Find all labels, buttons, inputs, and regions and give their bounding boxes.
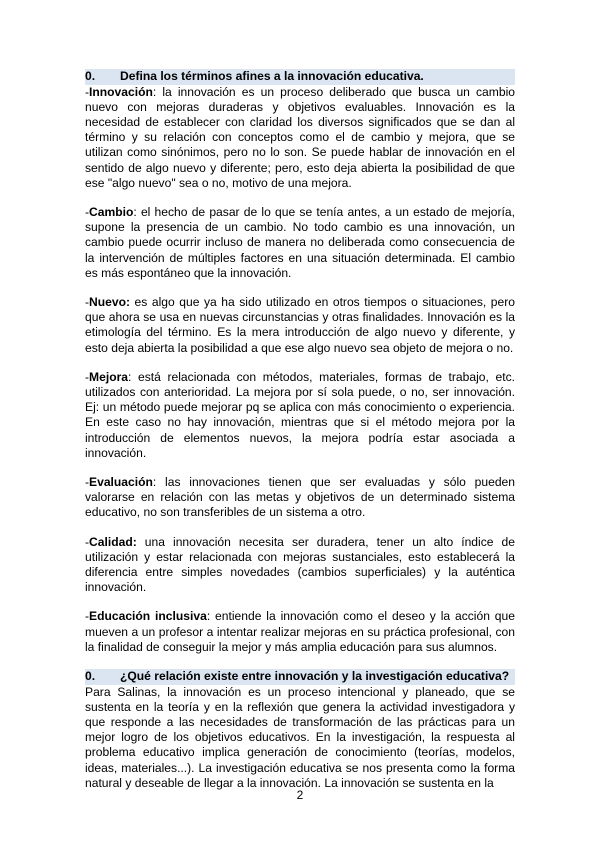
definition-term: Evaluación xyxy=(89,474,153,489)
definition-paragraph: -Educación inclusiva: entiende la innovación como el deseo y la acción que mueven a un profesor a intentar realizar mejoras en su práctica profesional, con la finalidad de conseguir la mejor y más amplia educación para sus alumnos. xyxy=(85,609,515,654)
definition-paragraph: -Evaluación: las innovaciones tienen que ser evaluadas y sólo pueden valorarse en relación con las metas y objetivos de un determinado sistema educativo, no son transferibles de un sistema a otro. xyxy=(85,474,515,520)
definition-paragraph: -Cambio: el hecho de pasar de lo que se tenía antes, a un estado de mejoría, supone la presencia de un cambio. No todo cambio es una innovación, un cambio puede ocurrir incluso de manera no deliberada como consecuencia de la intervención de múltiples factores en una situación determinada. El cambio es más espontáneo que la innovación. xyxy=(85,204,515,280)
section-number: 0. xyxy=(85,69,96,83)
section-heading-1 xyxy=(85,69,515,85)
document-page xyxy=(85,69,515,791)
definition-term: Nuevo: xyxy=(89,294,131,309)
definition-term: Calidad: xyxy=(89,534,137,549)
body-paragraph: Para Salinas, la innovación es un proceso intencional y planeado, que se sustenta en la teoría y en la reflexión que genera la actividad investigadora y que responde a las necesidades de transformación de las prácticas para un mejor logro de los objetivos educativos. En la investigación, la respuesta al problema educativo implica generación de conocimiento (teorías, modelos, ideas, materiales...). La investigación educativa se nos presenta como la forma natural y deseable de llegar a la innovación. La innovación se sustenta en la xyxy=(85,684,515,790)
definition-text: una innovación necesita ser duradera, tener un alto índice de utilización y estar relacionada con mejoras sustanciales, esto establecerá la diferencia entre simples novedades (cambios superficiales) y la auténtica innovación. xyxy=(85,534,515,595)
definition-term: Innovación xyxy=(89,84,153,99)
section-title: Defina los términos afines a la innovación educativa. xyxy=(120,69,424,83)
definition-text: : el hecho de pasar de lo que se tenía antes, a un estado de mejoría, supone la presencia de un cambio. No todo cambio es una innovación, un cambio puede ocurrir incluso de manera no deliberada como consecuencia de la intervención de múltiples factores en una situación determinada. El cambio es más espontáneo que la innovación. xyxy=(85,204,515,280)
definition-text: : la innovación es un proceso deliberado que busca un cambio nuevo con mejoras duraderas y objetivos evaluables. Innovación es la necesidad de establecer con claridad los diversos significados que se dan al término y su relación con conceptos como el de cambio y mejora, que se utilizan como sinónimos, pero no lo son. Se puede hablar de innovación en el sentido de algo nuevo y diferente; pero, esto deja abierta la posibilidad de que ese "algo nuevo" sea o no, motivo de una mejora. xyxy=(85,84,515,190)
definition-text: es algo que ya ha sido utilizado en otros tiempos o situaciones, pero que ahora se usa en nuevas circunstancias y otras finalidades. Innovación es la etimología del término. Es la mera introducción de algo nuevo y diferente, y esto deja abierta la posibilidad a que ese algo nuevo sea objeto de mejora o no. xyxy=(85,294,515,355)
definition-paragraph: -Mejora: está relacionada con métodos, materiales, formas de trabajo, etc. utilizados con anterioridad. La mejora por sí sola puede, o no, ser innovación. Ej: un método puede mejorar pq se aplica con más conocimiento o experiencia. En este caso no hay innovación, mientras que si el método mejora por la introducción de elementos nuevos, la mejora podría estar asociada a innovación. xyxy=(85,369,515,460)
definition-paragraph: -Innovación: la innovación es un proceso deliberado que busca un cambio nuevo con mejoras duraderas y objetivos evaluables. Innovación es la necesidad de establecer con claridad los diversos significados que se dan al término y su relación con conceptos como el de cambio y mejora, que se utilizan como sinónimos, pero no lo son. Se puede hablar de innovación en el sentido de algo nuevo y diferente; pero, esto deja abierta la posibilidad de que ese "algo nuevo" sea o no, motivo de una mejora. xyxy=(85,84,515,190)
page-number: 2 xyxy=(296,788,304,802)
definition-text: : entiende la innovación como el deseo y la acción que mueven a un profesor a intentar realizar mejoras en su práctica profesional, con la finalidad de conseguir la mejor y más amplia educación para sus alumnos. xyxy=(85,609,515,654)
section-heading-2 xyxy=(85,669,515,685)
definition-term: Educación inclusiva xyxy=(89,609,207,624)
section-number: 0. xyxy=(85,669,96,683)
definition-text: : las innovaciones tienen que ser evaluadas y sólo pueden valorarse en relación con las metas y objetivos de un determinado sistema educativo, no son transferibles de un sistema a otro. xyxy=(85,474,515,520)
definition-term: Cambio xyxy=(89,204,134,219)
definition-paragraph: -Nuevo: es algo que ya ha sido utilizado en otros tiempos o situaciones, pero que ahora se usa en nuevas circunstancias y otras finalidades. Innovación es la etimología del término. Es la mera introducción de algo nuevo y diferente, y esto deja abierta la posibilidad a que ese algo nuevo sea objeto de mejora o no. xyxy=(85,294,515,355)
definition-term: Mejora xyxy=(89,369,129,384)
definition-text: : está relacionada con métodos, materiales, formas de trabajo, etc. utilizados con anterioridad. La mejora por sí sola puede, o no, ser innovación. Ej: un método puede mejorar pq se aplica con más conocimiento o experiencia. En este caso no hay innovación, mientras que si el método mejora por la introducción de elementos nuevos, la mejora podría estar asociada a innovación. xyxy=(85,369,515,460)
section-title: ¿Qué relación existe entre innovación y la investigación educativa? xyxy=(120,669,510,683)
definition-paragraph: -Calidad: una innovación necesita ser duradera, tener un alto índice de utilización y estar relacionada con mejoras sustanciales, esto establecerá la diferencia entre simples novedades (cambios superficiales) y la auténtica innovación. xyxy=(85,534,515,595)
